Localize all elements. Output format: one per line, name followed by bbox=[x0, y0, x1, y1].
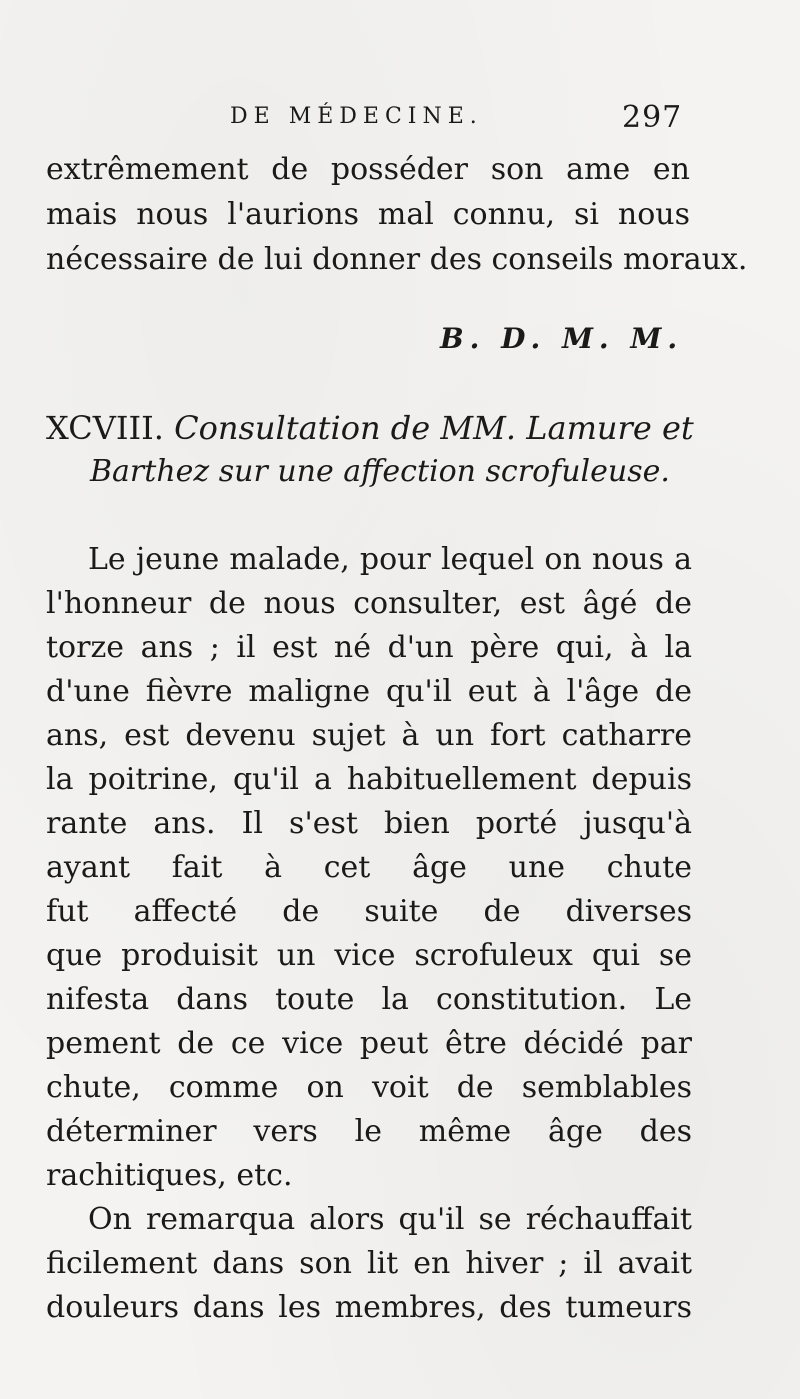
paragraph-line: que produisit un vice scrofuleux qui se bbox=[46, 938, 692, 973]
text-line: nécessaire de lui donner des conseils moraux. bbox=[46, 242, 748, 277]
text-line: extrêmement de posséder son ame en bbox=[46, 152, 690, 187]
paragraph-line: Le jeune malade, pour lequel on nous a bbox=[88, 542, 692, 577]
paragraph-line: ficilement dans son lit en hiver ; il avait bbox=[46, 1246, 692, 1281]
signature: B. D. M. M. bbox=[440, 322, 684, 355]
paragraph-line: d'une fièvre maligne qu'il eut à l'âge de bbox=[46, 674, 692, 709]
paragraph-line: fut affecté de suite de diverses bbox=[46, 894, 692, 929]
paragraph-line: la poitrine, qu'il a habituellement depuis bbox=[46, 762, 692, 797]
paragraph-line: On remarqua alors qu'il se réchauffait bbox=[88, 1202, 692, 1237]
paragraph-line: ans, est devenu sujet à un fort catharre bbox=[46, 718, 692, 753]
page-number: 297 bbox=[622, 100, 683, 135]
paragraph-line: l'honneur de nous consulter, est âgé de bbox=[46, 586, 692, 621]
paragraph-line: nifesta dans toute la constitution. Le bbox=[46, 982, 692, 1017]
section-title-part-2: Barthez sur une affection scrofuleuse. bbox=[90, 454, 670, 489]
paragraph-line: pement de ce vice peut être décidé par bbox=[46, 1026, 692, 1061]
page-header bbox=[0, 100, 800, 140]
paragraph-line: chute, comme on voit de semblables bbox=[46, 1070, 692, 1105]
text-line: mais nous l'aurions mal connu, si nous bbox=[46, 197, 690, 232]
paragraph-line: rachitiques, etc. bbox=[46, 1158, 293, 1193]
paragraph-line: rante ans. Il s'est bien porté jusqu'à bbox=[46, 806, 692, 841]
paragraph-line: déterminer vers le même âge des bbox=[46, 1114, 692, 1149]
paragraph-line: ayant fait à cet âge une chute bbox=[46, 850, 692, 885]
section-number: XCVIII. bbox=[46, 409, 164, 447]
section-title-part-1: Consultation de MM. Lamure et bbox=[174, 409, 694, 447]
paragraph-line: douleurs dans les membres, des tumeurs bbox=[46, 1290, 692, 1325]
running-head: DE MÉDECINE. bbox=[230, 104, 483, 129]
paragraph-line: torze ans ; il est né d'un père qui, à la bbox=[46, 630, 692, 665]
section-heading-line-1 bbox=[46, 408, 694, 448]
